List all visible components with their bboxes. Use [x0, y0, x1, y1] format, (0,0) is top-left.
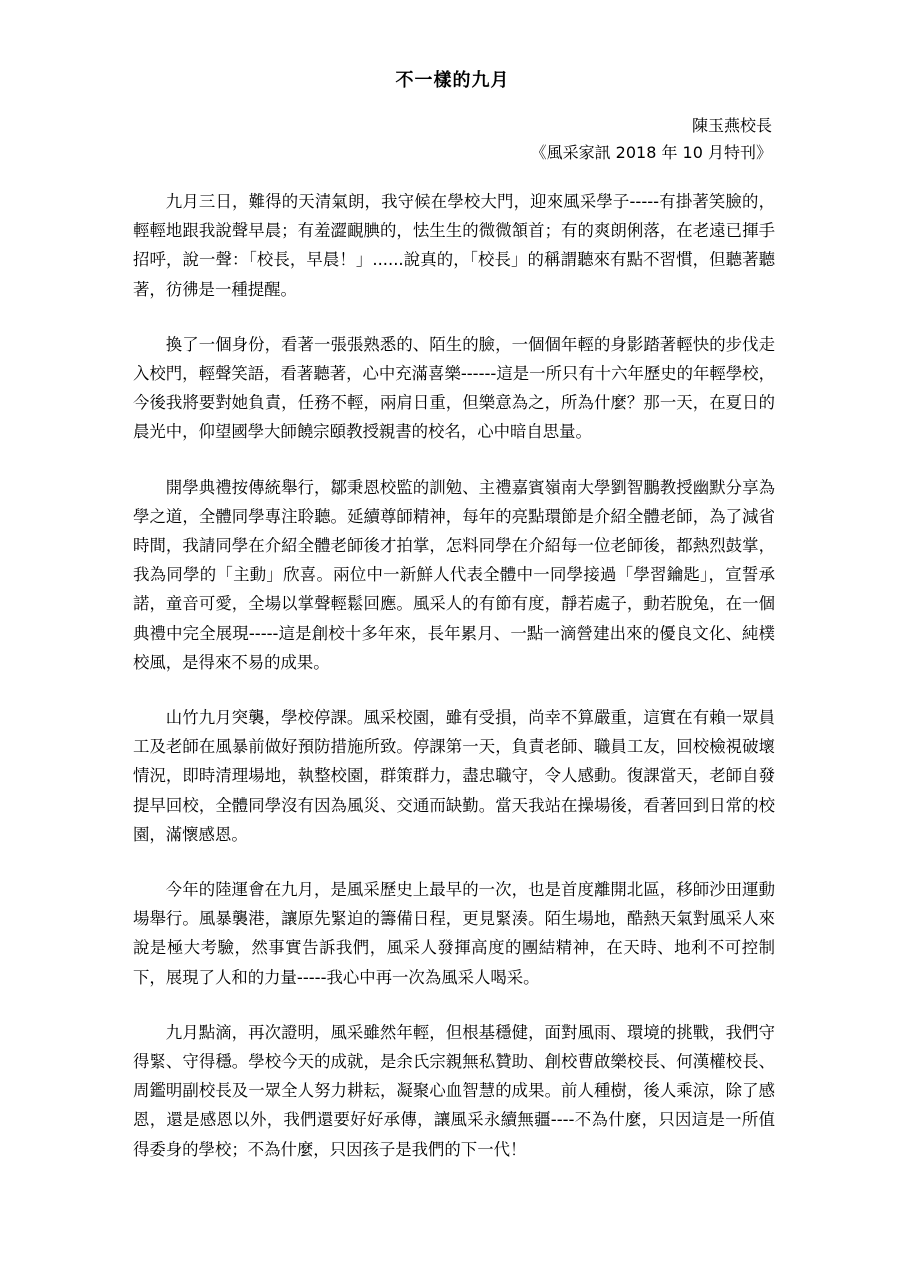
document-title: 不一樣的九月 — [395, 70, 510, 91]
paragraph: 今年的陸運會在九月，是風采歷史上最早的一次，也是首度離開北區，移師沙田運動場舉行。風暴襲港，讓原先緊迫的籌備日程，更見緊湊。陌生場地，酷熱天氣對風采人來說是極大考驗，然事實告訴我們，風采人發揮高度的團結精神，在天時、地利不可控制下，展現了人和的力量-----我心中再一次為風采人喝采。 — [133, 880, 775, 987]
source-line: 《風采家訊 2018 年 10 月特刊》 — [530, 143, 772, 162]
paragraph: 開學典禮按傳統舉行，鄒秉恩校監的訓勉、主禮嘉賓嶺南大學劉智鵬教授幽默分享為學之道，全體同學專注聆聽。延續尊師精神，每年的亮點環節是介紹全體老師，為了減省時間，我請同學在介紹全體老師後才拍掌，怎料同學在介紹每一位老師後，都熱烈鼓掌，我為同學的「主動」欣喜。兩位中一新鮮人代表全體中一同學接過「學習鑰匙」，宣誓承諾，童音可愛，全場以掌聲輕鬆回應。風采人的有節有度，靜若處子，動若脫兔，在一個典禮中完全展現-----這是創校十多年來，長年累月、一點一滴營建出來的優良文化、純樸校風，是得來不易的成果。 — [133, 477, 775, 672]
paragraph: 九月三日，難得的天清氣朗，我守候在學校大門，迎來風采學子-----有掛著笑臉的，輕輕地跟我說聲早晨；有羞澀靦腆的，怯生生的微微頷首；有的爽朗俐落，在老遠已揮手招呼，說一聲：「校長，早晨！」......說真的，「校長」的稱謂聽來有點不習慣，但聽著聽著，彷彿是一種提醒。 — [133, 192, 775, 299]
paragraph: 九月點滴，再次證明，風采雖然年輕，但根基穩健，面對風雨、環境的挑戰，我們守得緊、守得穩。學校今天的成就，是余氏宗親無私贊助、創校曹啟樂校長、何漢權校長、周鑑明副校長及一眾全人努力耕耘，凝聚心血智慧的成果。前人種樹，後人乘涼，除了感恩，還是感恩以外，我們還要好好承傳，讓風采永續無疆----不為什麼，只因這是一所值得委身的學校；不為什麼，只因孩子是我們的下一代！ — [133, 1022, 775, 1159]
author-line: 陳玉燕校長 — [691, 116, 772, 135]
paragraph: 換了一個身份，看著一張張熟悉的、陌生的臉，一個個年輕的身影踏著輕快的步伐走入校門，輕聲笑語，看著聽著，心中充滿喜樂------這是一所只有十六年歷史的年輕學校，今後我將要對她負責，任務不輕，兩肩日重，但樂意為之，所為什麼？那一天，在夏日的晨光中，仰望國學大師饒宗頤教授親書的校名，心中暗自思量。 — [133, 334, 775, 442]
paragraph: 山竹九月突襲，學校停課。風采校園，雖有受損，尚幸不算嚴重，這實在有賴一眾員工及老師在風暴前做好預防措施所致。停課第一天，負責老師、職員工友，回校檢視破壞情況，即時清理場地，執整校園，群策群力，盡忠職守，令人感動。復課當天，老師自發提早回校，全體同學沒有因為風災、交通而缺勤。當天我站在操場後，看著回到日常的校園，滿懷感恩。 — [133, 708, 775, 844]
article-body — [133, 187, 775, 1164]
